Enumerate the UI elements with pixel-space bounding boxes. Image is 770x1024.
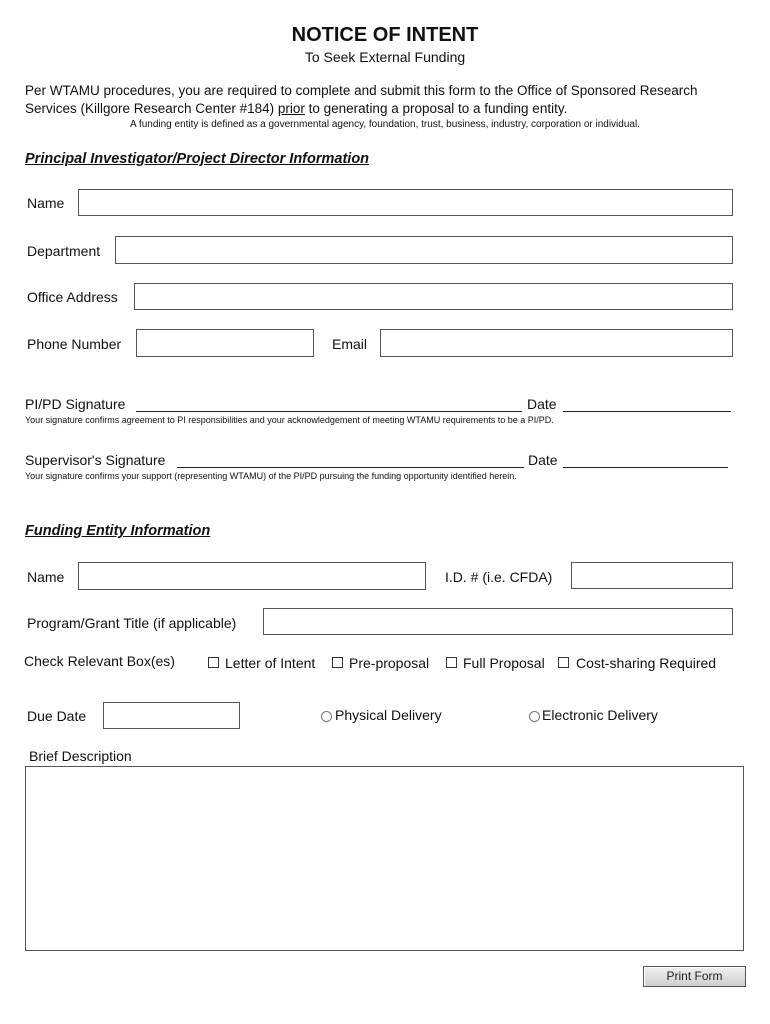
- office-address-label: Office Address: [27, 289, 118, 305]
- cost-sharing-checkbox[interactable]: [558, 657, 569, 668]
- id-input[interactable]: [572, 563, 732, 588]
- funding-entity-note: A funding entity is defined as a governmental agency, foundation, trust, business, industry, corporation or individual.: [130, 119, 640, 130]
- letter-of-intent-checkbox[interactable]: [208, 657, 219, 668]
- pi-signature-label: PI/PD Signature: [25, 396, 126, 412]
- pi-name-label: Name: [27, 195, 65, 211]
- pi-signature-note: Your signature confirms agreement to PI responsibilities and your acknowledgement of meeting WTAMU requirements to be a PI/PD.: [25, 415, 554, 425]
- department-field[interactable]: [115, 236, 733, 264]
- pi-signature-line[interactable]: [136, 411, 522, 412]
- program-title-label: Program/Grant Title (if applicable): [27, 615, 237, 631]
- email-label: Email: [332, 336, 368, 352]
- pi-signature-date-line[interactable]: [563, 411, 731, 412]
- funding-section-heading: Funding Entity Information: [25, 523, 211, 539]
- form-subtitle: To Seek External Funding: [304, 49, 466, 65]
- department-label: Department: [27, 243, 101, 259]
- due-date-field[interactable]: [103, 702, 240, 729]
- id-field[interactable]: [571, 562, 733, 589]
- letter-of-intent-label: Letter of Intent: [225, 655, 316, 671]
- brief-description-label: Brief Description: [29, 748, 132, 764]
- due-date-label: Due Date: [27, 708, 87, 724]
- check-boxes-label: Check Relevant Box(es): [24, 653, 175, 669]
- electronic-delivery-radio[interactable]: [529, 711, 540, 722]
- office-address-field[interactable]: [134, 283, 733, 310]
- physical-delivery-radio[interactable]: [321, 711, 332, 722]
- intro-paragraph: [25, 82, 745, 118]
- email-field[interactable]: [380, 329, 733, 357]
- department-input[interactable]: [116, 237, 732, 263]
- electronic-delivery-label: Electronic Delivery: [542, 707, 658, 723]
- phone-input[interactable]: [137, 330, 313, 356]
- print-form-button[interactable]: Print Form: [643, 966, 746, 987]
- id-label: I.D. # (i.e. CFDA): [445, 569, 553, 585]
- supervisor-signature-label: Supervisor's Signature: [25, 452, 166, 468]
- supervisor-signature-note: Your signature confirms your support (representing WTAMU) of the PI/PD pursuing the funding opportunity identified herein.: [25, 471, 517, 481]
- intro-line-1: Per WTAMU procedures, you are required to complete and submit this form to the Office of Sponsored Research: [25, 83, 698, 98]
- program-title-field[interactable]: [263, 608, 733, 635]
- full-proposal-label: Full Proposal: [463, 655, 545, 671]
- pi-name-field[interactable]: [78, 189, 733, 216]
- cost-sharing-label: Cost-sharing Required: [576, 655, 717, 671]
- due-date-input[interactable]: [104, 703, 239, 728]
- intro-line-2-end: to generating a proposal to a funding entity.: [304, 101, 568, 116]
- physical-delivery-label: Physical Delivery: [335, 707, 442, 723]
- full-proposal-checkbox[interactable]: [446, 657, 457, 668]
- brief-description-textarea[interactable]: [26, 767, 743, 950]
- pi-name-input[interactable]: [79, 190, 732, 215]
- pre-proposal-checkbox[interactable]: [332, 657, 343, 668]
- office-address-input[interactable]: [135, 284, 732, 309]
- intro-line-2: [25, 100, 745, 118]
- intro-line-2-emphasis: prior: [277, 101, 305, 116]
- form-title: NOTICE OF INTENT: [291, 24, 479, 46]
- pi-section-heading: Principal Investigator/Project Director Information: [25, 151, 370, 167]
- intro-line-2-start: Services (Killgore Research Center #184): [25, 101, 278, 116]
- email-input[interactable]: [381, 330, 732, 356]
- pi-signature-date-label: Date: [527, 396, 557, 412]
- program-title-input[interactable]: [264, 609, 732, 634]
- funding-name-input[interactable]: [79, 563, 425, 589]
- funding-name-label: Name: [27, 569, 65, 585]
- pre-proposal-label: Pre-proposal: [349, 655, 430, 671]
- phone-field[interactable]: [136, 329, 314, 357]
- brief-description-field[interactable]: [25, 766, 744, 951]
- phone-label: Phone Number: [27, 336, 122, 352]
- supervisor-signature-line[interactable]: [177, 467, 524, 468]
- funding-name-field[interactable]: [78, 562, 426, 590]
- supervisor-date-line[interactable]: [563, 467, 728, 468]
- supervisor-date-label: Date: [528, 452, 558, 468]
